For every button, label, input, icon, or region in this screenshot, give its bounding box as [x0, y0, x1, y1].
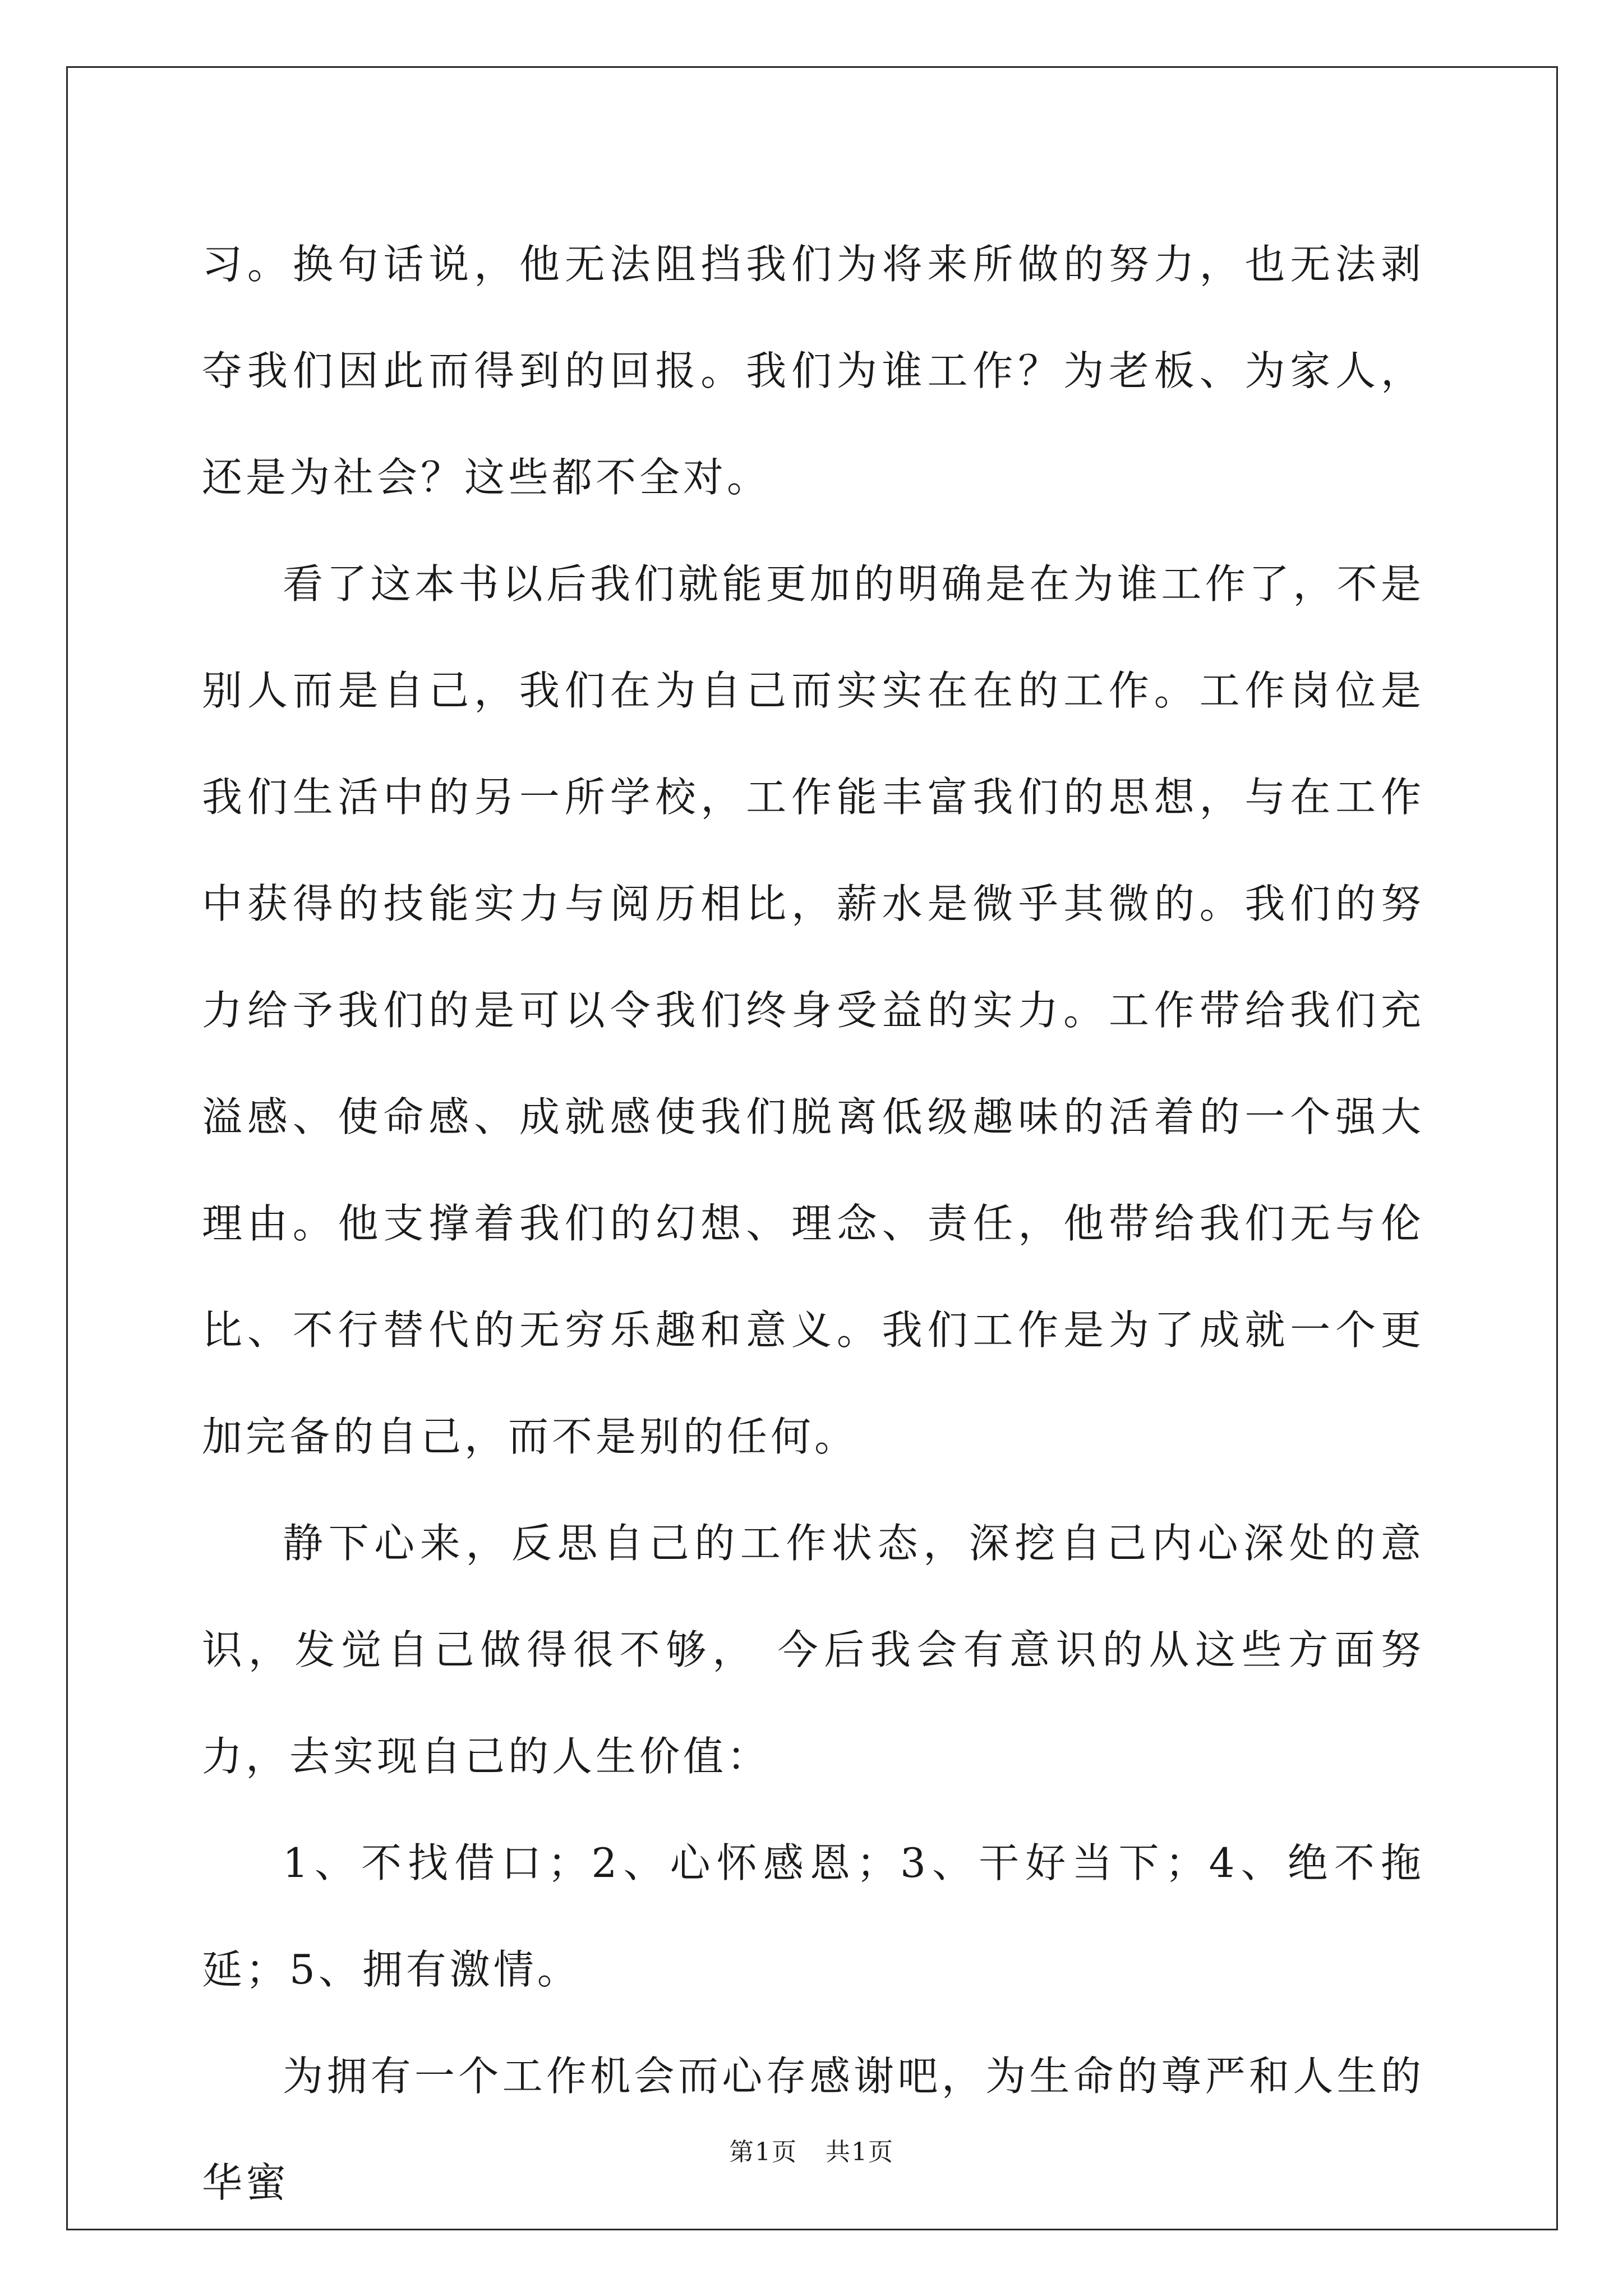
page-total: 共1页: [826, 2138, 894, 2166]
paragraph-1: 习。换句话说，他无法阻挡我们为将来所做的努力，也无法剥夺我们因此而得到的回报。我们为谁工作？为老板、为家人，还是为社会？这些都不全对。: [202, 241, 1424, 501]
paragraph-4: 1、不找借口；2、心怀感恩；3、干好当下；4、绝不拖延；5、拥有激情。: [202, 1839, 1424, 1993]
paragraph-5: 为拥有一个工作机会而心存感谢吧，为生命的尊严和人生的华蜜: [202, 2053, 1424, 2206]
paragraph-3: 静下心来，反思自己的工作状态，深挖自己内心深处的意识，发觉自己做得很不够， 今后我会有意识的从这些方面努力，去实现自己的人生价值：: [202, 1520, 1424, 1780]
page-footer: [0, 2132, 1623, 2168]
page-number: 第1页: [729, 2138, 797, 2166]
document-body: [202, 211, 1424, 2236]
paragraph-2: 看了这本书以后我们就能更加的明确是在为谁工作了，不是别人而是自己，我们在为自己而实实在在的工作。工作岗位是我们生活中的另一所学校，工作能丰富我们的思想，与在工作中获得的技能实力与阅历相比，薪水是微乎其微的。我们的努力给予我们的是可以令我们终身受益的实力。工作带给我们充溢感、使命感、成就感使我们脱离低级趣味的活着的一个强大理由。他支撑着我们的幻想、理念、责任，他带给我们无与伦比、不行替代的无穷乐趣和意义。我们工作是为了成就一个更加完备的自己，而不是别的任何。: [202, 560, 1424, 1460]
